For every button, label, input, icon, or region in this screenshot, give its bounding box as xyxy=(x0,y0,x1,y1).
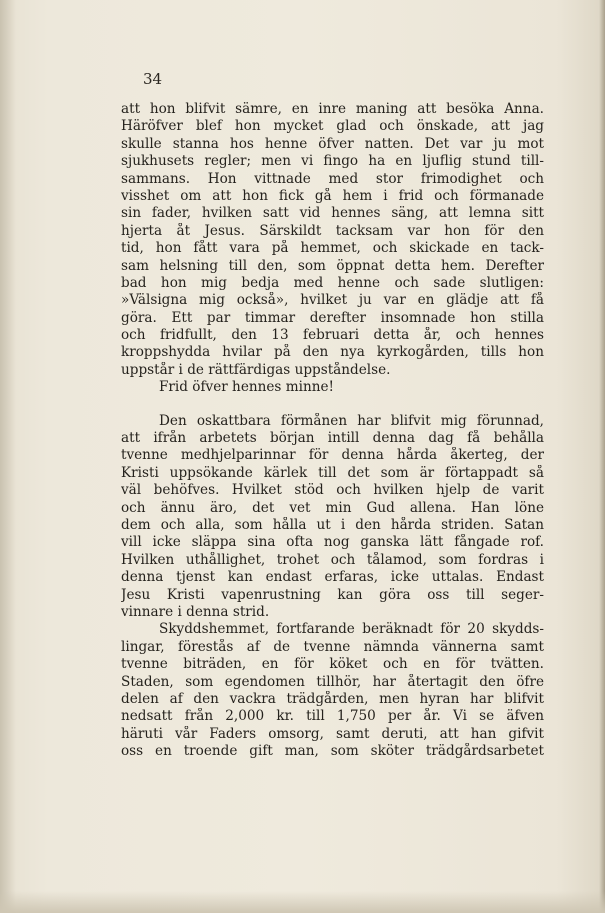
text-line: vinnare i denna strid. xyxy=(121,603,270,620)
text-line: Staden, som egendomen tillhör, har återtagit den öfre xyxy=(121,673,544,690)
text-line: Kristi uppsökande kärlek till det som är förtappadt så xyxy=(121,464,544,481)
text-line: tid, hon fått vara på hemmet, och skickade en tack- xyxy=(121,240,544,257)
text-line: Frid öfver hennes minne! xyxy=(159,379,334,396)
text-line: oss en troende gift man, som sköter trädgårdsarbetet xyxy=(121,743,544,760)
text-line: vill icke släppa sina ofta nog ganska lätt fångade rof. xyxy=(121,534,544,551)
paragraph-shelter xyxy=(121,621,544,760)
text-line: Den oskattbara förmånen har blifvit mig förunnad, xyxy=(159,412,544,429)
text-line: sammans. Hon vittnade med stor frimodighet och xyxy=(121,170,544,187)
page-bottom-edge xyxy=(0,891,605,913)
text-line: Skyddshemmet, fortfarande beräknadt för 20 skydds- xyxy=(159,621,544,638)
text-line: häruti vår Faders omsorg, samt deruti, att han gifvit xyxy=(121,725,544,742)
body-text xyxy=(121,101,544,760)
text-line: hjerta åt Jesus. Särskildt tacksam var hon för den xyxy=(121,222,544,239)
text-line: visshet om att hon fick gå hem i frid och förmanade xyxy=(121,187,544,204)
paragraph-anna xyxy=(121,101,544,397)
text-line: sjukhusets regler; men vi fingo ha en ljuflig stund till- xyxy=(121,153,544,170)
paragraph-helpers xyxy=(121,413,544,622)
text-line: sin fader, hvilken satt vid hennes säng, att lemna sitt xyxy=(121,205,544,222)
text-line: lingar, förestås af de tvenne nämnda vännerna samt xyxy=(121,638,544,655)
text-line: uppstår i de rättfärdigas uppståndelse. xyxy=(121,361,391,378)
text-line: tvenne medhjelparinnar för denna hårda åkerteg, der xyxy=(121,447,544,464)
text-line: dem och alla, som hålla ut i den hårda striden. Satan xyxy=(121,516,544,533)
text-line: göra. Ett par timmar derefter insomnade hon stilla xyxy=(121,309,544,326)
text-line: bad hon mig bedja med henne och sade slutligen: xyxy=(121,274,544,291)
text-line: och ännu äro, det vet min Gud allena. Han löne xyxy=(121,499,544,516)
text-line: skulle stanna hos henne öfver natten. Det var ju mot xyxy=(121,135,544,152)
binding-shadow xyxy=(0,0,16,913)
paragraph-gap xyxy=(121,397,544,413)
text-line: att ifrån arbetets början intill denna dag få behålla xyxy=(121,430,544,447)
text-line: och fridfullt, den 13 februari detta år, och hennes xyxy=(121,327,544,344)
text-line: Jesu Kristi vapenrustning kan göra oss till seger- xyxy=(121,586,544,603)
page-edge xyxy=(599,0,605,913)
text-line: sam helsning till den, som öppnat detta hem. Derefter xyxy=(121,257,544,274)
text-line: väl behöfves. Hvilket stöd och hvilken hjelp de varit xyxy=(121,482,544,499)
text-line: Hvilken uthållighet, trohet och tålamod, som fordras i xyxy=(121,551,544,568)
text-line: kroppshydda hvilar på den nya kyrkogården, tills hon xyxy=(121,344,544,361)
page-number: 34 xyxy=(143,70,163,88)
text-line: tvenne biträden, en för köket och en för tvätten. xyxy=(121,656,544,673)
text-line: delen af den vackra trädgården, men hyran har blifvit xyxy=(121,690,544,707)
text-line: »Välsigna mig också», hvilket ju var en glädje att få xyxy=(121,292,544,309)
text-line: Häröfver blef hon mycket glad och önskade, att jag xyxy=(121,118,544,135)
text-line: att hon blifvit sämre, en inre maning att besöka Anna. xyxy=(121,101,544,117)
text-line: nedsatt från 2,000 kr. till 1,750 per år. Vi se äfven xyxy=(121,708,544,725)
text-line: denna tjenst kan endast erfaras, icke uttalas. Endast xyxy=(121,569,544,586)
